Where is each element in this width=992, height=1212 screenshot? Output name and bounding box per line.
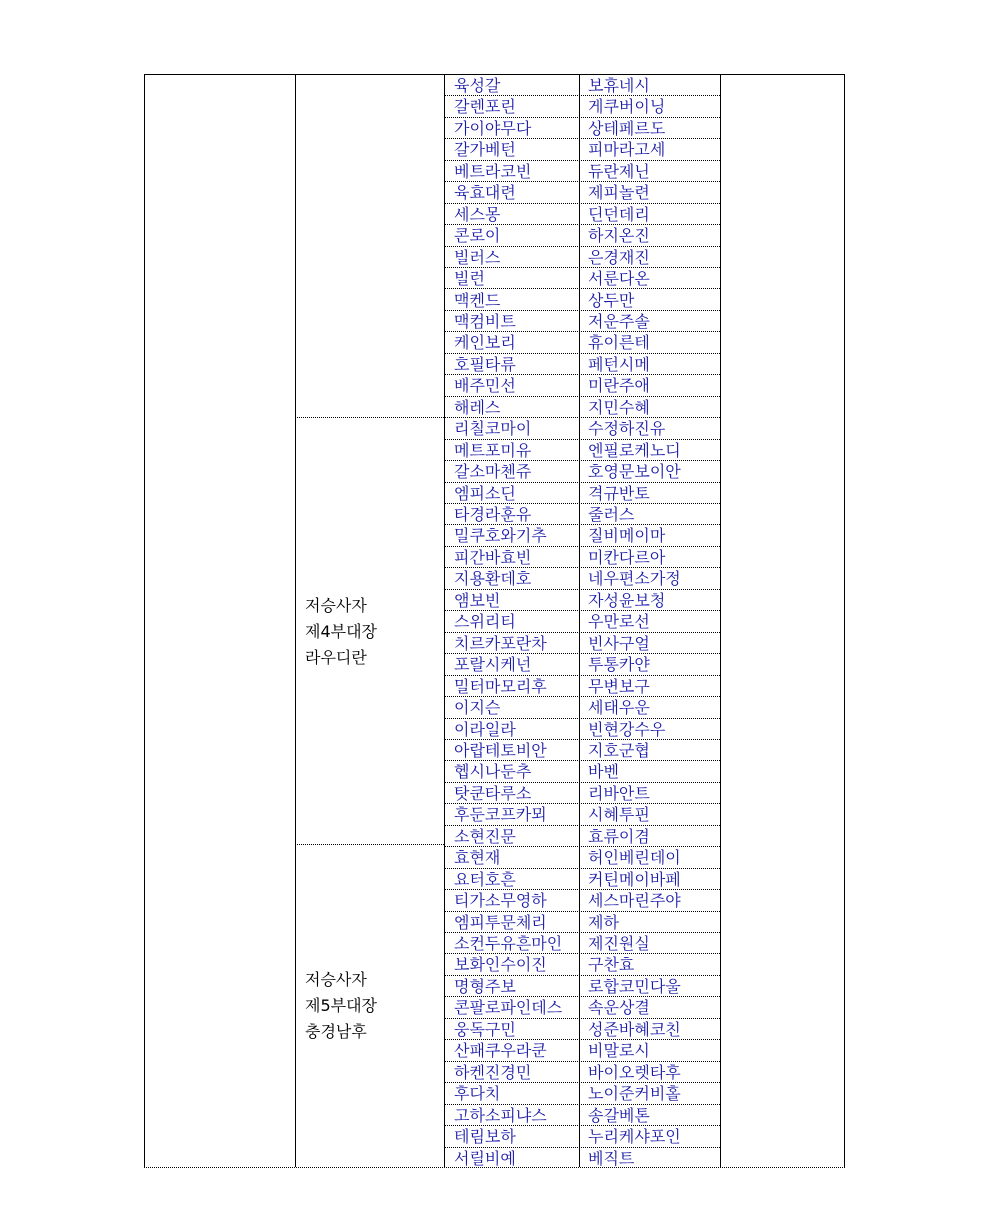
name-cell-left: 리칠코마이 — [454, 419, 532, 439]
name-cell-right: 빈사구얼 — [588, 633, 650, 653]
name-cell-right: 지호군협 — [588, 740, 650, 760]
name-cell-left: 밀쿠호와기추 — [454, 526, 547, 546]
name-cell-left: 해레스 — [454, 397, 501, 417]
name-cell-left: 헵시나둔추 — [454, 762, 532, 782]
table-row — [444, 268, 720, 289]
table-row — [444, 590, 720, 611]
name-cell-left: 이지슨 — [454, 698, 501, 718]
name-cell-right: 바이오렛타후 — [588, 1062, 681, 1082]
name-cell-left: 티가소무영하 — [454, 891, 547, 911]
table-row — [444, 525, 720, 546]
table-row — [444, 826, 720, 847]
name-cell-right: 효류이겸 — [588, 826, 650, 846]
label-line: 라우디란 — [305, 648, 367, 667]
name-cell-left: 치르카포란차 — [454, 633, 547, 653]
table-row — [444, 697, 720, 718]
table-row — [444, 461, 720, 482]
label-line: 제4부대장 — [305, 622, 378, 641]
name-cell-right: 미란주애 — [588, 376, 650, 396]
name-cell-left: 갈렌포린 — [454, 97, 516, 117]
name-cell-left: 배주민선 — [454, 376, 516, 396]
name-cell-right: 상두만 — [588, 290, 635, 310]
name-cell-left: 테림보하 — [454, 1127, 516, 1147]
name-cell-left: 명형주보 — [454, 976, 516, 996]
table-row — [444, 375, 720, 396]
table-row — [444, 247, 720, 268]
name-cell-left: 메트포미유 — [454, 440, 532, 460]
label-line: 저승사자 — [305, 970, 367, 989]
name-cell-right: 게쿠버이닝 — [588, 97, 666, 117]
name-cell-left: 맥켄드 — [454, 290, 501, 310]
name-cell-left: 보화인수이진 — [454, 955, 547, 975]
name-cell-left: 엠피소딘 — [454, 483, 516, 503]
name-cell-left: 앰보빈 — [454, 590, 501, 610]
name-cell-left: 산패쿠우라쿤 — [454, 1041, 547, 1061]
name-cell-right: 호영문보이안 — [588, 462, 681, 482]
name-cell-right: 은경재진 — [588, 247, 650, 267]
table-row — [444, 568, 720, 589]
name-cell-right: 상테페르도 — [588, 118, 666, 138]
name-cell-right: 격규반토 — [588, 483, 650, 503]
name-cell-left: 후둔코프카뫼 — [454, 805, 547, 825]
table-row — [444, 890, 720, 911]
table-row — [444, 504, 720, 525]
table-row — [444, 311, 720, 332]
name-cell-right: 질비메이마 — [588, 526, 666, 546]
name-cell-right: 세태우운 — [588, 698, 650, 718]
table-row — [444, 654, 720, 675]
table-row — [444, 354, 720, 375]
table-row — [444, 997, 720, 1018]
name-cell-right: 허인베린데이 — [588, 848, 681, 868]
name-cell-left: 후다치 — [454, 1084, 501, 1104]
name-cell-left: 육성갈 — [454, 76, 501, 95]
table-row — [444, 96, 720, 117]
name-cell-right: 하지온진 — [588, 226, 650, 246]
name-cell-left: 포랄시케넌 — [454, 655, 532, 675]
table-row — [444, 804, 720, 825]
name-cell-left: 밀터마모리후 — [454, 676, 547, 696]
name-cell-left: 베트라코빈 — [454, 161, 532, 181]
table-row — [444, 847, 720, 868]
table-row — [444, 783, 720, 804]
label-line: 제5부대장 — [305, 996, 378, 1015]
name-cell-right: 비말로시 — [588, 1041, 650, 1061]
name-cell-right: 구찬효 — [588, 955, 635, 975]
group-label-5 — [305, 967, 440, 1045]
table-row — [444, 1040, 720, 1061]
name-cell-right: 세스마린주야 — [588, 891, 681, 911]
name-cell-right: 줄러스 — [588, 505, 635, 525]
name-cell-left: 소현진문 — [454, 826, 516, 846]
name-cell-left: 육효대련 — [454, 183, 516, 203]
name-cell-right: 투통카얀 — [588, 655, 650, 675]
name-cell-left: 케인보리 — [454, 333, 516, 353]
name-cell-left: 지용환데호 — [454, 569, 532, 589]
label-line: 저승사자 — [305, 596, 367, 615]
table-row — [444, 611, 720, 632]
name-cell-right: 제하 — [588, 912, 619, 932]
name-cell-right: 페턴시메 — [588, 354, 650, 374]
name-cell-right: 리바안트 — [588, 783, 650, 803]
column-divider — [295, 75, 296, 1167]
table-row — [444, 204, 720, 225]
table-row — [444, 225, 720, 246]
table-row — [444, 139, 720, 160]
table-row — [444, 161, 720, 182]
group-divider — [295, 844, 444, 845]
name-cell-right: 휴이른테 — [588, 333, 650, 353]
name-cell-left: 세스몽 — [454, 204, 501, 224]
name-cell-right: 딘던데리 — [588, 204, 650, 224]
table-row — [444, 912, 720, 933]
table-row — [444, 332, 720, 353]
name-cell-left: 빌런 — [454, 269, 485, 289]
name-cell-right: 듀란제닌 — [588, 161, 650, 181]
name-cell-right: 송갈베톤 — [588, 1105, 650, 1125]
name-cell-right: 피마라고세 — [588, 140, 666, 160]
table-row — [444, 719, 720, 740]
name-cell-right: 빈현강수우 — [588, 719, 666, 739]
name-cell-left: 콘로이 — [454, 226, 501, 246]
name-cell-left: 피간바효빈 — [454, 547, 532, 567]
table-row — [444, 290, 720, 311]
table-row — [444, 1019, 720, 1040]
name-cell-left: 빌러스 — [454, 247, 501, 267]
name-cell-left: 갈가베턴 — [454, 140, 516, 160]
document-table — [144, 74, 845, 1168]
name-cell-right: 수정하진유 — [588, 419, 666, 439]
name-cell-right: 무변보구 — [588, 676, 650, 696]
table-row — [444, 1148, 720, 1169]
name-cell-left: 호필타류 — [454, 354, 516, 374]
name-cell-left: 엠피투문체리 — [454, 912, 547, 932]
name-cell-right: 노이준커비홀 — [588, 1084, 681, 1104]
name-cell-right: 속운상결 — [588, 998, 650, 1018]
table-row — [444, 933, 720, 954]
table-row — [444, 740, 720, 761]
name-cell-left: 맥컴비트 — [454, 311, 516, 331]
name-cell-left: 소컨두유흔마인 — [454, 934, 563, 954]
table-row — [444, 418, 720, 439]
name-cell-left: 웅독구민 — [454, 1019, 516, 1039]
table-row — [444, 182, 720, 203]
table-row — [444, 869, 720, 890]
name-cell-left: 갈소마첸쥬 — [454, 462, 532, 482]
group-divider — [295, 417, 444, 418]
table-row — [444, 118, 720, 139]
table-row — [444, 1105, 720, 1126]
name-cell-left: 하켄진경민 — [454, 1062, 532, 1082]
name-cell-right: 성준바혜코친 — [588, 1019, 681, 1039]
table-row — [444, 483, 720, 504]
table-row — [444, 547, 720, 568]
label-line: 충경남후 — [305, 1022, 367, 1041]
name-cell-right: 제피놀련 — [588, 183, 650, 203]
name-cell-left: 고하소피냐스 — [454, 1105, 547, 1125]
name-cell-right: 서룬다온 — [588, 269, 650, 289]
name-cell-left: 탓쿤타루소 — [454, 783, 532, 803]
table-row — [444, 954, 720, 975]
name-cell-right: 지민수혜 — [588, 397, 650, 417]
table-row — [444, 1083, 720, 1104]
table-row — [444, 75, 720, 96]
name-cell-right: 누리케샤포인 — [588, 1127, 681, 1147]
table-row — [444, 1062, 720, 1083]
column-divider — [720, 75, 721, 1167]
name-cell-right: 바벤 — [588, 762, 619, 782]
table-row — [444, 761, 720, 782]
name-cell-right: 엔필로케노디 — [588, 440, 681, 460]
name-cell-right: 커틴메이바페 — [588, 869, 681, 889]
name-cell-right: 제진원실 — [588, 934, 650, 954]
table-row — [444, 440, 720, 461]
name-cell-left: 효현재 — [454, 848, 501, 868]
name-cell-right: 네우편소가정 — [588, 569, 681, 589]
table-row — [444, 1126, 720, 1147]
name-cell-right: 우만로선 — [588, 612, 650, 632]
table-row — [444, 633, 720, 654]
name-cell-right: 저운주솔 — [588, 311, 650, 331]
name-cell-left: 콘팔로파인데스 — [454, 998, 563, 1018]
name-cell-left: 타경라훈유 — [454, 505, 532, 525]
table-row — [444, 976, 720, 997]
group-label-4 — [305, 593, 440, 671]
name-cell-left: 아랍테토비안 — [454, 740, 547, 760]
name-cell-left: 가이야무다 — [454, 118, 532, 138]
name-cell-left: 요터호흔 — [454, 869, 516, 889]
name-cell-right: 베직트 — [588, 1148, 635, 1168]
table-row — [444, 676, 720, 697]
name-cell-right: 시혜투핀 — [588, 805, 650, 825]
name-cell-right: 보휴네시 — [588, 76, 650, 95]
name-cell-right: 자성윤보청 — [588, 590, 666, 610]
name-cell-left: 스위리티 — [454, 612, 516, 632]
table-row — [444, 397, 720, 418]
name-cell-left: 서릴비예 — [454, 1148, 516, 1168]
name-cell-right: 미칸다르아 — [588, 547, 666, 567]
name-cell-left: 이라일라 — [454, 719, 516, 739]
name-cell-right: 로합코민다울 — [588, 976, 681, 996]
